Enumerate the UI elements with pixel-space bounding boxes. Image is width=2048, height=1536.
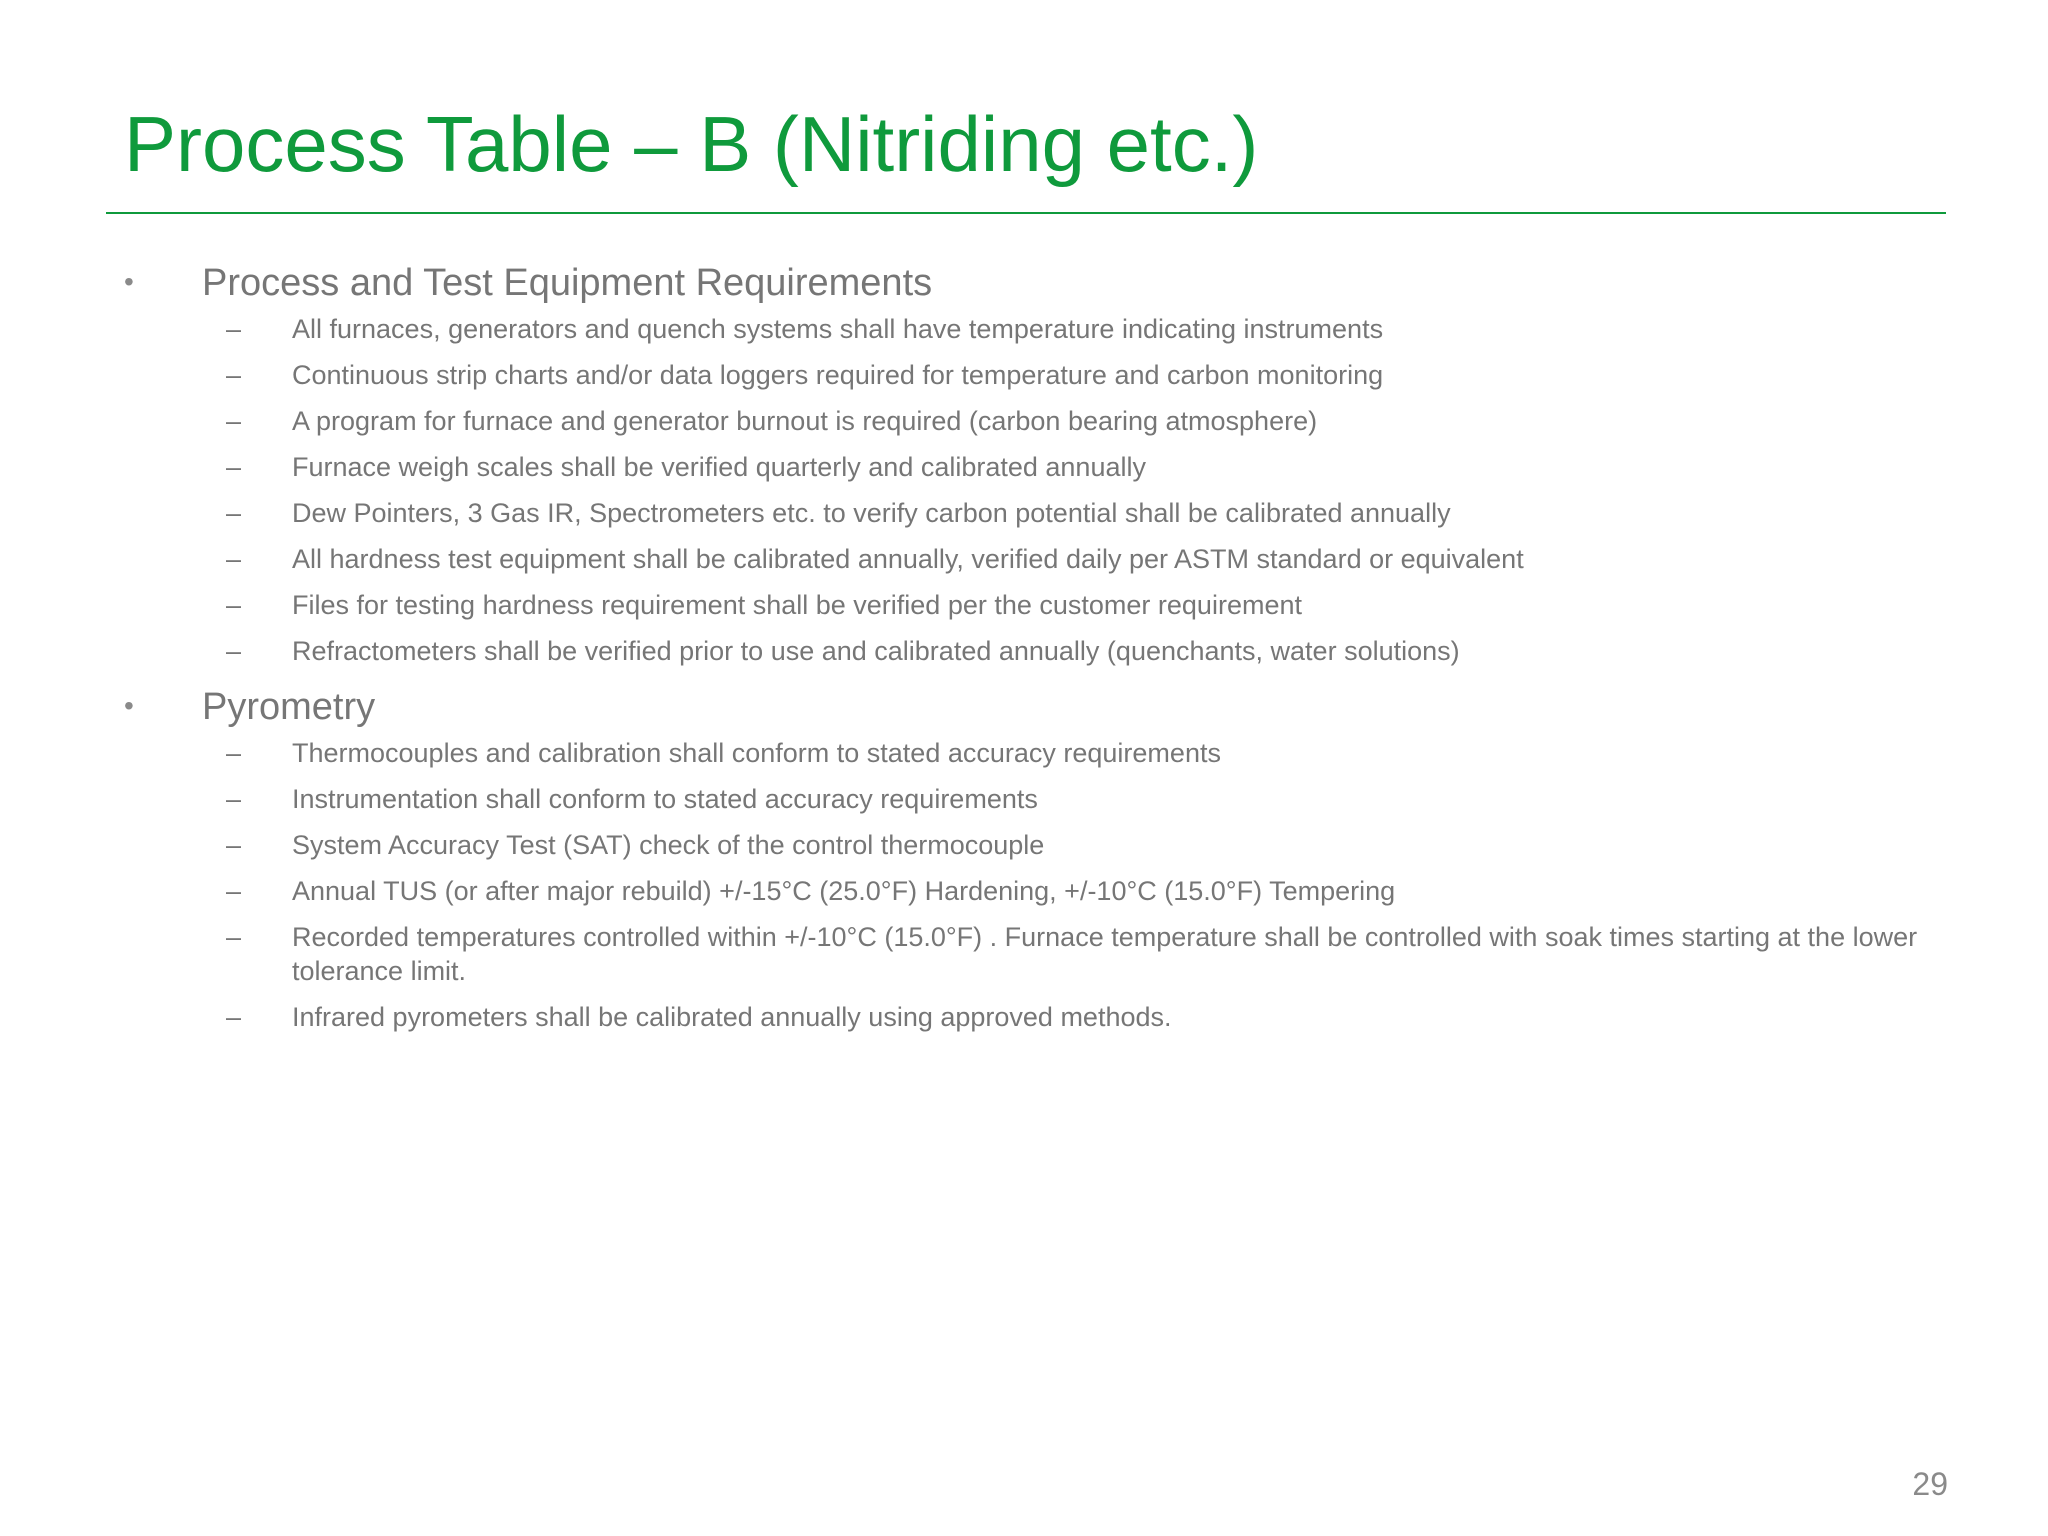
dash-icon: – xyxy=(226,636,242,666)
sub-bullet-list xyxy=(0,736,2048,1034)
sub-bullet-item xyxy=(0,358,2048,392)
bullet-dot-icon: • xyxy=(124,266,134,297)
sub-bullet-text: Recorded temperatures controlled within +/-10°C (15.0°F) . Furnace temperature shall be controlled with soak times starting at the lower tolerance limit. xyxy=(292,922,1918,986)
sub-bullet-text: A program for furnace and generator burnout is required (carbon bearing atmosphere) xyxy=(292,406,1318,436)
dash-icon: – xyxy=(226,830,242,860)
dash-icon: – xyxy=(226,544,242,574)
sub-bullet-text: All furnaces, generators and quench systems shall have temperature indicating instruments xyxy=(292,314,1384,344)
sub-bullet-item xyxy=(0,312,2048,346)
bullet-heading: Pyrometry xyxy=(202,686,376,728)
sub-bullet-text: Infrared pyrometers shall be calibrated annually using approved methods. xyxy=(292,1002,1172,1032)
page-number: 29 xyxy=(1912,1466,1948,1502)
bullet-section xyxy=(0,680,2048,1034)
sub-bullet-text: Refractometers shall be verified prior to use and calibrated annually (quenchants, water solutions) xyxy=(292,636,1460,666)
sub-bullet-text: Dew Pointers, 3 Gas IR, Spectrometers etc. to verify carbon potential shall be calibrated annually xyxy=(292,498,1451,528)
sub-bullet-text: Instrumentation shall conform to stated accuracy requirements xyxy=(292,784,1038,814)
sub-bullet-list xyxy=(0,312,2048,668)
dash-icon: – xyxy=(226,314,242,344)
dash-icon: – xyxy=(226,360,242,390)
bullet-list xyxy=(0,256,2048,1034)
dash-icon: – xyxy=(226,784,242,814)
sub-bullet-item xyxy=(0,496,2048,530)
bullet-heading-row xyxy=(0,256,2048,312)
dash-icon: – xyxy=(226,922,242,952)
dash-icon: – xyxy=(226,1002,242,1032)
dash-icon: – xyxy=(226,590,242,620)
sub-bullet-text: All hardness test equipment shall be calibrated annually, verified daily per ASTM standard or equivalent xyxy=(292,544,1524,574)
bullet-heading-row xyxy=(0,680,2048,736)
slide-title: Process Table – B (Nitriding etc.) xyxy=(124,100,1259,188)
sub-bullet-item xyxy=(0,588,2048,622)
sub-bullet-text: Thermocouples and calibration shall conform to stated accuracy requirements xyxy=(292,738,1221,768)
sub-bullet-text: System Accuracy Test (SAT) check of the control thermocouple xyxy=(292,830,1045,860)
dash-icon: – xyxy=(226,738,242,768)
slide-body xyxy=(0,256,2048,1046)
sub-bullet-item xyxy=(0,542,2048,576)
bullet-heading: Process and Test Equipment Requirements xyxy=(202,262,933,304)
bullet-section xyxy=(0,256,2048,668)
sub-bullet-item xyxy=(0,404,2048,438)
sub-bullet-text: Furnace weigh scales shall be verified quarterly and calibrated annually xyxy=(292,452,1146,482)
sub-bullet-item xyxy=(0,874,2048,908)
sub-bullet-text: Files for testing hardness requirement shall be verified per the customer requirement xyxy=(292,590,1302,620)
sub-bullet-item xyxy=(0,634,2048,668)
sub-bullet-item xyxy=(0,828,2048,862)
sub-bullet-item xyxy=(0,736,2048,770)
dash-icon: – xyxy=(226,876,242,906)
sub-bullet-text: Continuous strip charts and/or data loggers required for temperature and carbon monitoring xyxy=(292,360,1384,390)
sub-bullet-text: Annual TUS (or after major rebuild) +/-15°C (25.0°F) Hardening, +/-10°C (15.0°F) Tempering xyxy=(292,876,1396,906)
dash-icon: – xyxy=(226,452,242,482)
dash-icon: – xyxy=(226,498,242,528)
sub-bullet-item xyxy=(0,920,2048,988)
dash-icon: – xyxy=(226,406,242,436)
title-divider xyxy=(106,212,1946,214)
bullet-dot-icon: • xyxy=(124,690,134,721)
sub-bullet-item xyxy=(0,1000,2048,1034)
sub-bullet-item xyxy=(0,782,2048,816)
sub-bullet-item xyxy=(0,450,2048,484)
